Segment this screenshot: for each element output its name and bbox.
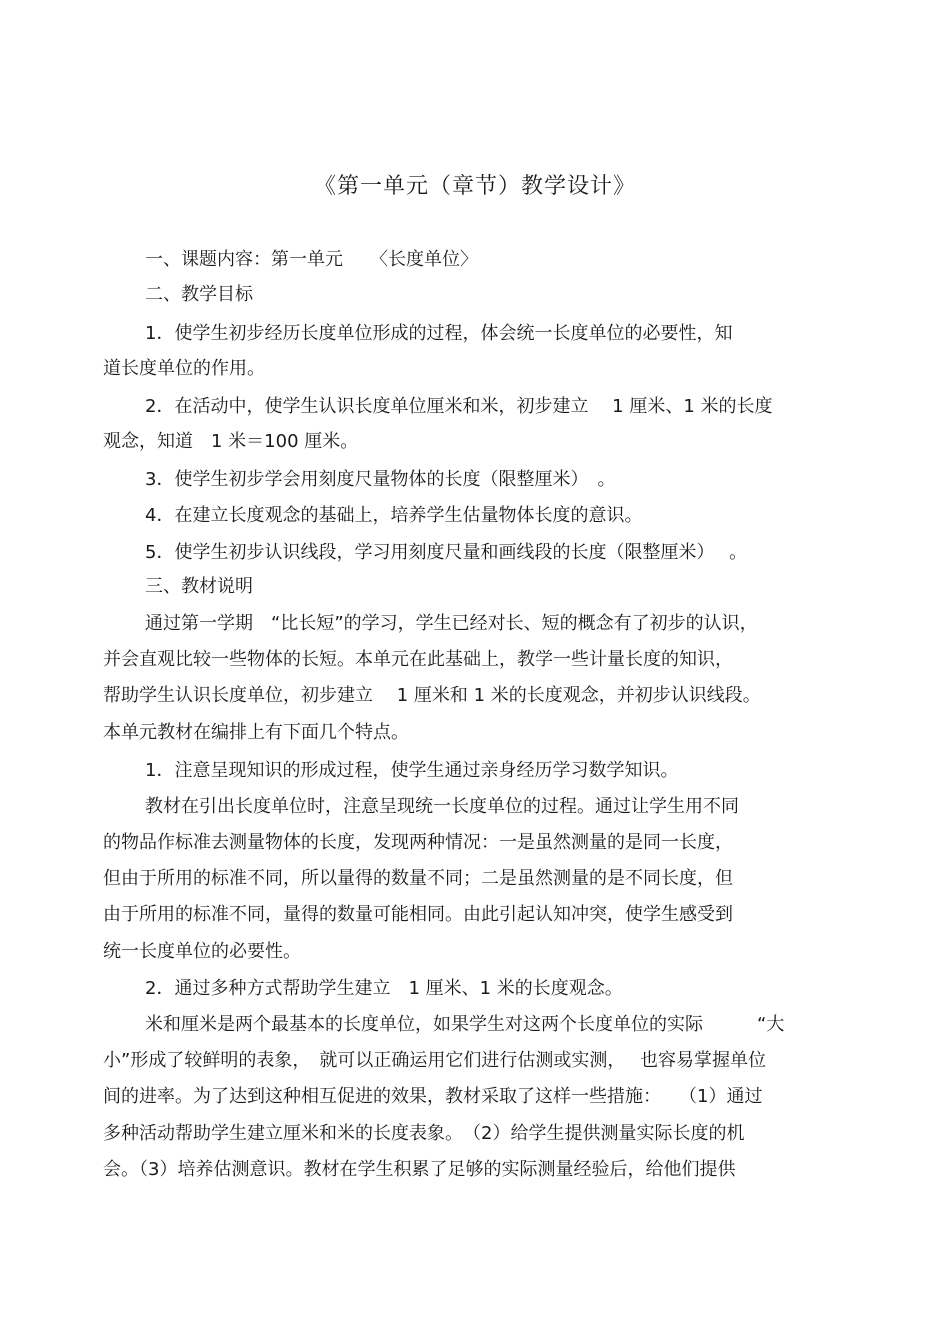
paragraph-line: 帮助学生认识长度单位，初步建立 1 厘米和 1 米的长度观念，并初步认识线段。 [103, 685, 761, 706]
paragraph-line: 会。（3）培养估测意识。教材在学生积累了足够的实际测量经验后，给他们提供 [103, 1159, 736, 1180]
paragraph-line: 本单元教材在编排上有下面几个特点。 [103, 722, 409, 743]
section-heading-goals: 二、教学目标 [145, 284, 253, 305]
paragraph-line: 但由于所用的标准不同，所以量得的数量不同；二是虽然测量的是不同长度，但 [103, 868, 733, 889]
paragraph-line: 道长度单位的作用。 [103, 358, 265, 379]
paragraph-line: 1．使学生初步经历长度单位形成的过程，体会统一长度单位的必要性，知 [145, 323, 733, 344]
paragraph-line: 通过第一学期 “比长短”的学习，学生已经对长、短的概念有了初步的认识， [145, 613, 758, 634]
paragraph-line: 3．使学生初步学会用刻度尺量物体的长度（限整厘米） 。 [145, 469, 616, 490]
paragraph-line: 观念，知道 1 米＝100 厘米。 [103, 431, 359, 452]
paragraph-line: 间的进率。为了达到这种相互促进的效果，教材采取了这样一些措施： （1）通过 [103, 1086, 763, 1107]
paragraph-line: 教材在引出长度单位时，注意呈现统一长度单位的过程。通过让学生用不同 [145, 796, 739, 817]
paragraph-line: 2．在活动中，使学生认识长度单位厘米和米，初步建立 1 厘米、1 米的长度 [145, 396, 773, 417]
section-heading-materials: 三、教材说明 [145, 576, 253, 597]
paragraph-line: 由于所用的标准不同，量得的数量可能相同。由此引起认知冲突，使学生感受到 [103, 904, 733, 925]
paragraph-line: 的物品作标准去测量物体的长度，发现两种情况：一是虽然测量的是同一长度， [103, 832, 733, 853]
paragraph-line: 小”形成了较鲜明的表象， 就可以正确运用它们进行估测或实测， 也容易掌握单位 [103, 1050, 767, 1071]
document-title: 《第一单元（章节）教学设计》 [313, 174, 636, 199]
paragraph-line: 多种活动帮助学生建立厘米和米的长度表象。 （2）给学生提供测量实际长度的机 [103, 1123, 745, 1144]
paragraph-line: 并会直观比较一些物体的长短。本单元在此基础上，教学一些计量长度的知识， [103, 649, 733, 670]
paragraph-line: 统一长度单位的必要性。 [103, 941, 301, 962]
paragraph-line: 5．使学生初步认识线段，学习用刻度尺量和画线段的长度（限整厘米） 。 [145, 542, 748, 563]
paragraph-line: 米和厘米是两个最基本的长度单位，如果学生对这两个长度单位的实际 “大 [145, 1014, 785, 1035]
paragraph-line: 1．注意呈现知识的形成过程，使学生通过亲身经历学习数学知识。 [145, 760, 679, 781]
paragraph-line: 2．通过多种方式帮助学生建立 1 厘米、1 米的长度观念。 [145, 978, 623, 999]
paragraph-line: 4．在建立长度观念的基础上，培养学生估量物体长度的意识。 [145, 505, 643, 526]
section-heading-topic: 一、课题内容：第一单元 〈长度单位〉 [145, 249, 478, 270]
